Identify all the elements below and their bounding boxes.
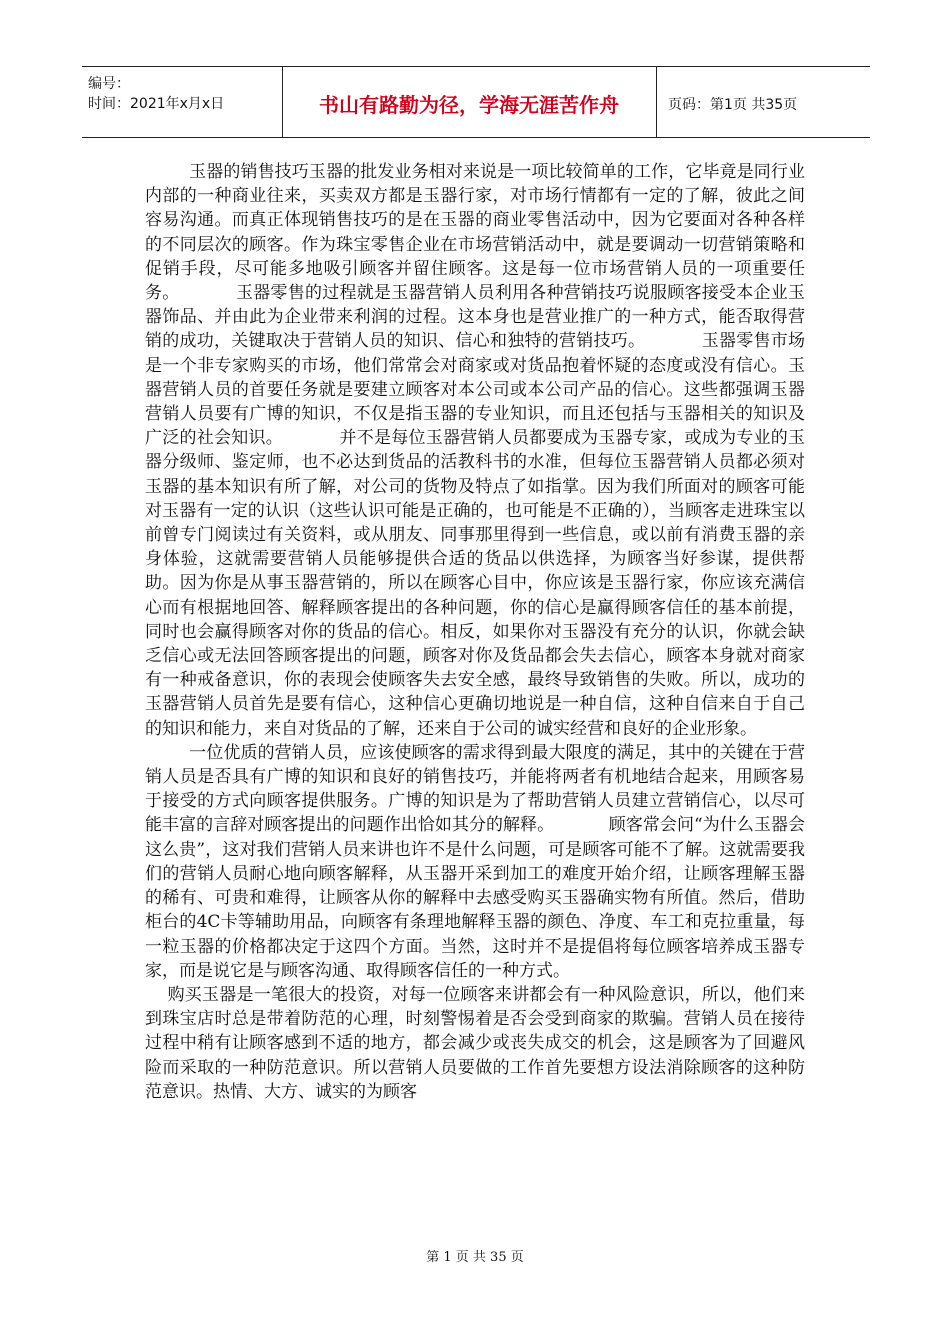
body-paragraph-1: 玉器的销售技巧玉器的批发业务相对来说是一项比较简单的工作，它毕竟是同行业内部的一种商业往来，买卖双方都是玉器行家，对市场行情都有一定的了解，彼此之间容易沟通。而真正体现销售技巧的是在玉器的商业零售活动中，因为它要面对各种各样的不同层次的顾客。作为珠宝零售企业在市场营销活动中，就是要调动一切营销策略和促销手段，尽可能多地吸引顾客并留住顾客。这是每一位市场营销人员的一项重要任务。 玉器零售的过程就是玉器营销人员利用各种营销技巧说服顾客接受本企业玉器饰品、并由此为企业带来利润的过程。这本身也是营业推广的一种方式，能否取得营销的成功，关键取决于营销人员的知识、信心和独特的营销技巧。 玉器零售市场是一个非专家购买的市场，他们常常会对商家或对货品抱着怀疑的态度或没有信心。玉器营销人员的首要任务就是要建立顾客对本公司或本公司产品的信心。这些都强调玉器营销人员要有广博的知识，不仅是指玉器的专业知识，而且还包括与玉器相关的知识及广泛的社会知识。 并不是每位玉器营销人员都要成为玉器专家，或成为专业的玉器分级师、鉴定师，也不必达到货品的活教科书的水准，但每位玉器营销人员都必须对玉器的基本知识有所了解，对公司的货物及特点了如指掌。因为我们所面对的顾客可能对玉器有一定的认识（这些认识可能是正确的，也可能是不正确的），当顾客走进珠宝以前曾专门阅读过有关资料，或从朋友、同事那里得到一些信息，或以前有消费玉器的亲身体验，这就需要营销人员能够提供合适的货品以供选择，为顾客当好参谋，提供帮助。因为你是从事玉器营销的，所以在顾客心目中，你应该是玉器行家，你应该充满信心而有根据地回答、解释顾客提出的各种问题，你的信心是赢得顾客信任的基本前提，同时也会赢得顾客对你的货品的信心。相反，如果你对玉器没有充分的认识，你就会缺乏信心或无法回答顾客提出的问题，顾客对你及货品都会失去信心，顾客本身就对商家有一种戒备意识，你的表现会使顾客失去安全感，最终导致销售的失败。所以，成功的玉器营销人员首先是要有信心，这种信心更确切地说是一种自信，这种自信来自于自己的知识和能力，来自对货品的了解，还来自于公司的诚实经营和良好的企业形象。 bbox=[145, 162, 806, 739]
document-number-label: 编号： bbox=[88, 76, 130, 92]
body-paragraph-2: 一位优质的营销人员，应该使顾客的需求得到最大限度的满足，其中的关键在于营销人员是否具有广博的知识和良好的销售技巧，并能将两者有机地结合起来，用顾客易于接受的方式向顾客提供服务。广博的知识是为了帮助营销人员建立营销信心，以尽可能丰富的言辞对顾客提出的问题作出恰如其分的解释。 顾客常会问“为什么玉器会这么贵”，这对我们营销人员来讲也许不是什么问题，可是顾客可能不了解。这就需要我们的营销人员耐心地向顾客解释，从玉器开采到加工的难度开始介绍，让顾客理解玉器的稀有、可贵和难得，让顾客从你的解释中去感受购买玉器确实物有所值。然后，借助柜台的4C卡等辅助用品，向顾客有条理地解释玉器的颜色、净度、车工和克拉重量，每一粒玉器的价格都决定于这四个方面。当然，这时并不是提倡将每位顾客培养成玉器专家，而是说它是与顾客沟通、取得顾客信任的一种方式。 bbox=[145, 742, 806, 981]
header-motto: 书山有路勤为径，学海无涯苦作舟 bbox=[319, 93, 619, 117]
footer-page-number: 第 1 页 共 35 页 bbox=[426, 1250, 524, 1265]
header-motto-cell bbox=[282, 67, 657, 137]
header-page-cell bbox=[656, 67, 870, 137]
header-info-cell bbox=[82, 67, 283, 137]
document-time-label: 时间：2021年x月x日 bbox=[88, 96, 225, 112]
document-body bbox=[145, 160, 805, 1104]
header-page-number: 页码：第1页 共35页 bbox=[668, 97, 798, 113]
page-footer bbox=[0, 1246, 950, 1265]
body-paragraph-3: 购买玉器是一笔很大的投资，对每一位顾客来讲都会有一种风险意识，所以，他们来到珠宝店时总是带着防范的心理，时刻警惕着是否会受到商家的欺骗。营销人员在接待过程中稍有让顾客感到不适的地方，都会减少或丧失成交的机会，这是顾客为了回避风险而采取的一种防范意识。所以营销人员要做的工作首先要想方设法消除顾客的这种防范意识。热情、大方、诚实的为顾客 bbox=[145, 984, 805, 1102]
page-header bbox=[82, 66, 870, 138]
